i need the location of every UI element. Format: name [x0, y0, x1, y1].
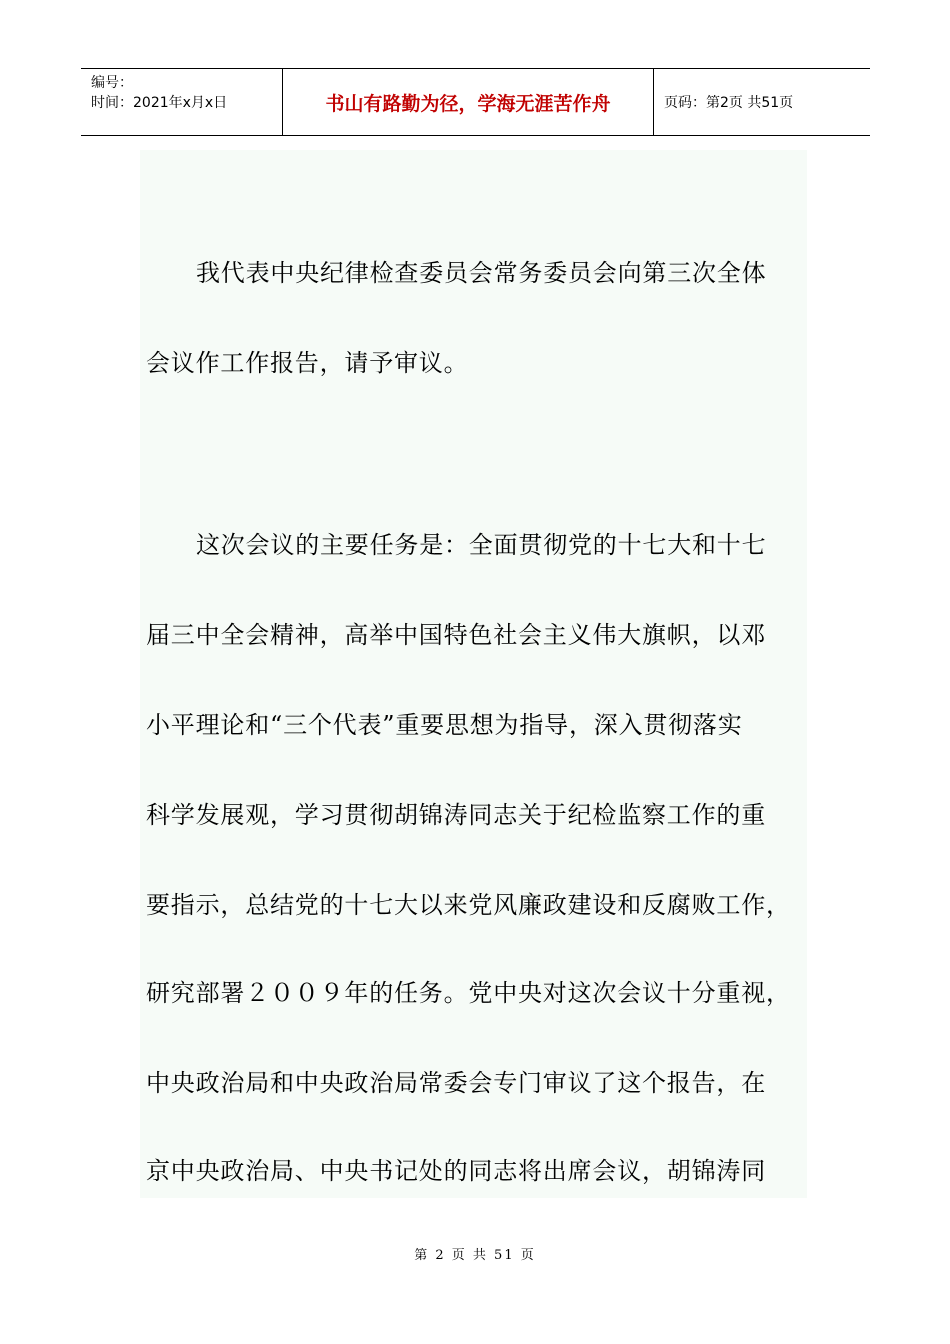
- paragraph-line: 我代表中央纪律检查委员会常务委员会向第三次全体: [196, 259, 767, 287]
- paragraph-line: 研究部署２００９年的任务。党中央对这次会议十分重视，: [146, 979, 791, 1007]
- header-page-info: 页码：第2页 共51页: [664, 95, 794, 111]
- content-area: [140, 150, 807, 1198]
- page-footer: 第 2 页 共 51 页: [414, 1248, 536, 1263]
- document-number-label: 编号：: [91, 75, 133, 91]
- paragraph-line: 届三中全会精神，高举中国特色社会主义伟大旗帜，以邓: [146, 621, 766, 649]
- paragraph-line: 要指示，总结党的十七大以来党风廉政建设和反腐败工作，: [146, 891, 791, 919]
- paragraph-line: 小平理论和“三个代表”重要思想为指导，深入贯彻落实: [146, 711, 743, 739]
- paragraph-line: 会议作工作报告，请予审议。: [146, 349, 469, 377]
- document-date-label: 时间：2021年x月x日: [91, 95, 228, 111]
- header-motto: 书山有路勤为径，学海无涯苦作舟: [283, 69, 654, 135]
- header-meta-cell: [81, 69, 283, 135]
- paragraph-line: 京中央政治局、中央书记处的同志将出席会议，胡锦涛同: [146, 1157, 766, 1185]
- page-header: [81, 68, 870, 136]
- paragraph-line: 科学发展观，学习贯彻胡锦涛同志关于纪检监察工作的重: [146, 801, 766, 829]
- paragraph-line: 中央政治局和中央政治局常委会专门审议了这个报告，在: [146, 1069, 766, 1097]
- paragraph-line: 这次会议的主要任务是：全面贯彻党的十七大和十七: [196, 531, 767, 559]
